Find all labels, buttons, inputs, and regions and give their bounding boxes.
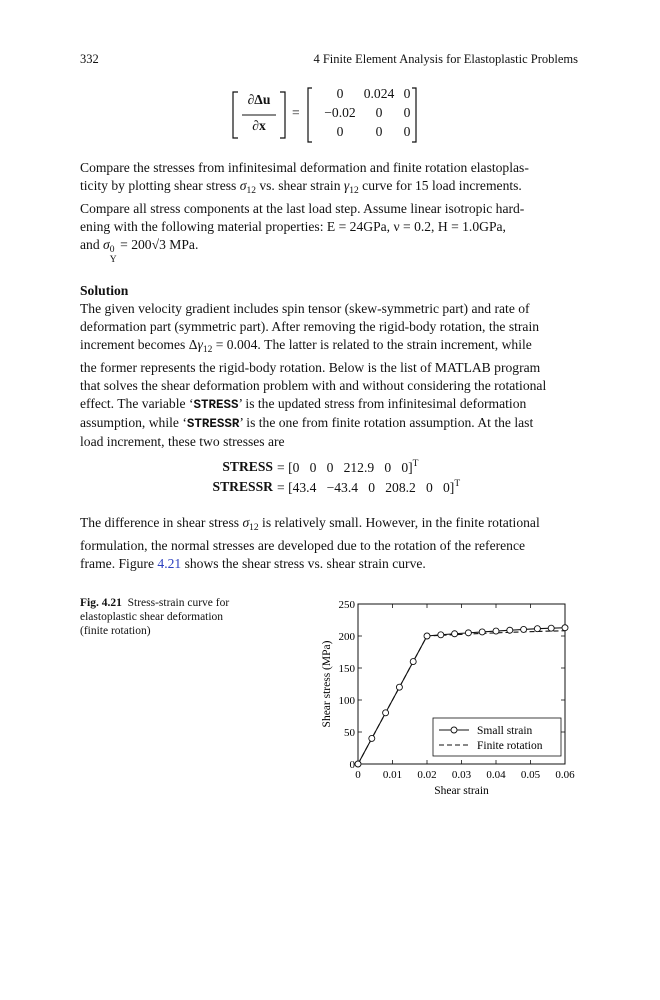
- solution-line: effect. The variable ‘STRESS’ is the updated stress from infinitesimal deformation: [80, 396, 527, 412]
- y-tick-label: 150: [338, 663, 355, 675]
- matrix-cell: 0: [375, 105, 383, 120]
- data-point-small-strain: [424, 633, 430, 639]
- data-point-small-strain: [548, 625, 554, 631]
- y-tick-label: 0: [349, 759, 355, 771]
- conclusion-line: formulation, the normal stresses are developed due to the rotation of the reference: [80, 538, 526, 553]
- equals-sign: =: [292, 105, 300, 120]
- page-number: 332: [80, 52, 99, 66]
- y-tick-label: 200: [338, 631, 355, 643]
- x-tick-label: 0.02: [417, 769, 437, 781]
- matrix-equation: [230, 86, 430, 144]
- matrix-cell: 0.024: [363, 86, 395, 101]
- matrix-cell: 0: [336, 124, 344, 139]
- data-point-small-strain: [383, 710, 389, 716]
- data-point-small-strain: [396, 684, 402, 690]
- y-tick-label: 250: [338, 599, 355, 611]
- solution-heading: Solution: [80, 283, 129, 298]
- legend-label-finite-rotation: Finite rotation: [477, 740, 543, 752]
- legend-label-small-strain: Small strain: [477, 725, 533, 737]
- matrix-cell: 0: [403, 124, 411, 139]
- data-point-small-strain: [410, 659, 416, 665]
- figure-caption: [80, 596, 250, 638]
- data-point-small-strain: [534, 626, 540, 632]
- matrix-cell: 0: [403, 86, 411, 101]
- y-axis-label: Shear stress (MPa): [321, 640, 333, 728]
- stress-values: = [0 0 0 212.9 0 0]$^T$: [277, 459, 419, 475]
- solution-line: The given velocity gradient includes spin tensor (skew-symmetric part) and rate of: [80, 301, 530, 316]
- x-tick-label: 0.03: [451, 769, 472, 781]
- solution-line: load increment, these two stresses are: [80, 434, 285, 449]
- matrix-cell: 0: [375, 124, 383, 139]
- stress-strain-chart: [310, 592, 590, 807]
- solution-line: that solves the shear deformation problem with and without considering the rotational: [80, 378, 547, 393]
- problem-line: Compare all stress components at the last load step. Assume linear isotropic hard-: [80, 201, 525, 216]
- data-point-small-strain: [521, 626, 527, 632]
- x-tick-label: 0.04: [486, 769, 506, 781]
- conclusion-line: The difference in shear stress $\sigma_{12}$ is relatively small. However, in the finite rotational: [80, 515, 540, 533]
- solution-section: [80, 282, 578, 451]
- problem-line: Compare the stresses from infinitesimal deformation and finite rotation elastoplas-: [80, 160, 529, 175]
- stress-label: STRESS: [222, 459, 273, 474]
- x-axis-label: Shear strain: [434, 785, 489, 797]
- solution-line: assumption, while ‘STRESSR’ is the one from finite rotation assumption. At the last: [80, 415, 534, 431]
- solution-line: deformation part (symmetric part). After removing the rigid-body rotation, the strain: [80, 319, 540, 334]
- y-tick-label: 50: [344, 727, 355, 739]
- conclusion-line: frame. Figure 4.21 shows the shear stress vs. shear strain curve.: [80, 556, 426, 571]
- solution-line: the former represents the rigid-body rotation. Below is the list of MATLAB program: [80, 360, 541, 375]
- legend-marker-small-strain: [451, 727, 457, 733]
- x-tick-label: 0.01: [382, 769, 403, 781]
- fraction-denominator: ∂x: [252, 118, 266, 133]
- x-tick-label: 0.05: [520, 769, 541, 781]
- figure-reference-link[interactable]: 4.21: [157, 556, 182, 571]
- problem-statement: [80, 159, 578, 265]
- stressr-values: = [43.4 −43.4 0 208.2 0 0]$^T$: [277, 479, 461, 495]
- x-tick-label: 0.06: [555, 769, 575, 781]
- data-point-small-strain: [479, 629, 485, 635]
- data-point-small-strain: [507, 627, 513, 633]
- conclusion: [80, 514, 578, 573]
- data-point-small-strain: [355, 761, 361, 767]
- stressr-label: STRESSR: [212, 479, 273, 494]
- data-point-small-strain: [438, 632, 444, 638]
- code-variable: STRESSR: [186, 417, 240, 431]
- data-point-small-strain: [452, 631, 458, 637]
- problem-line: ening with the following material properties: E = 24GPa, ν = 0.2, H = 1.0GPa,: [80, 219, 506, 234]
- figure-caption-text: Stress-strain curve for elastoplastic shear deformation (finite rotation): [80, 597, 230, 637]
- code-variable: STRESS: [193, 398, 239, 412]
- x-tick-label: 0: [355, 769, 361, 781]
- matrix-cell: 0: [403, 105, 411, 120]
- data-point-small-strain: [493, 628, 499, 634]
- data-point-small-strain: [465, 630, 471, 636]
- data-point-small-strain: [562, 625, 568, 631]
- figure-label: Fig. 4.21: [80, 597, 122, 609]
- y-tick-label: 100: [338, 695, 355, 707]
- solution-line: increment becomes $\Delta\gamma_{12} = 0.004$. The latter is related to the strain increment, while: [80, 337, 532, 355]
- problem-line: and σ 0 Y = 200√3 MPa.: [80, 237, 199, 265]
- fraction-numerator: ∂Δu: [247, 92, 271, 107]
- matrix-cell: −0.02: [324, 105, 356, 120]
- problem-line: ticity by plotting shear stress $\sigma_{12}$ vs. shear strain $\gamma_{12}$ curve for 15 load increments.: [80, 178, 522, 196]
- matrix-cell: 0: [336, 86, 344, 101]
- data-point-small-strain: [369, 735, 375, 741]
- running-title: 4 Finite Element Analysis for Elastoplastic Problems: [313, 52, 578, 66]
